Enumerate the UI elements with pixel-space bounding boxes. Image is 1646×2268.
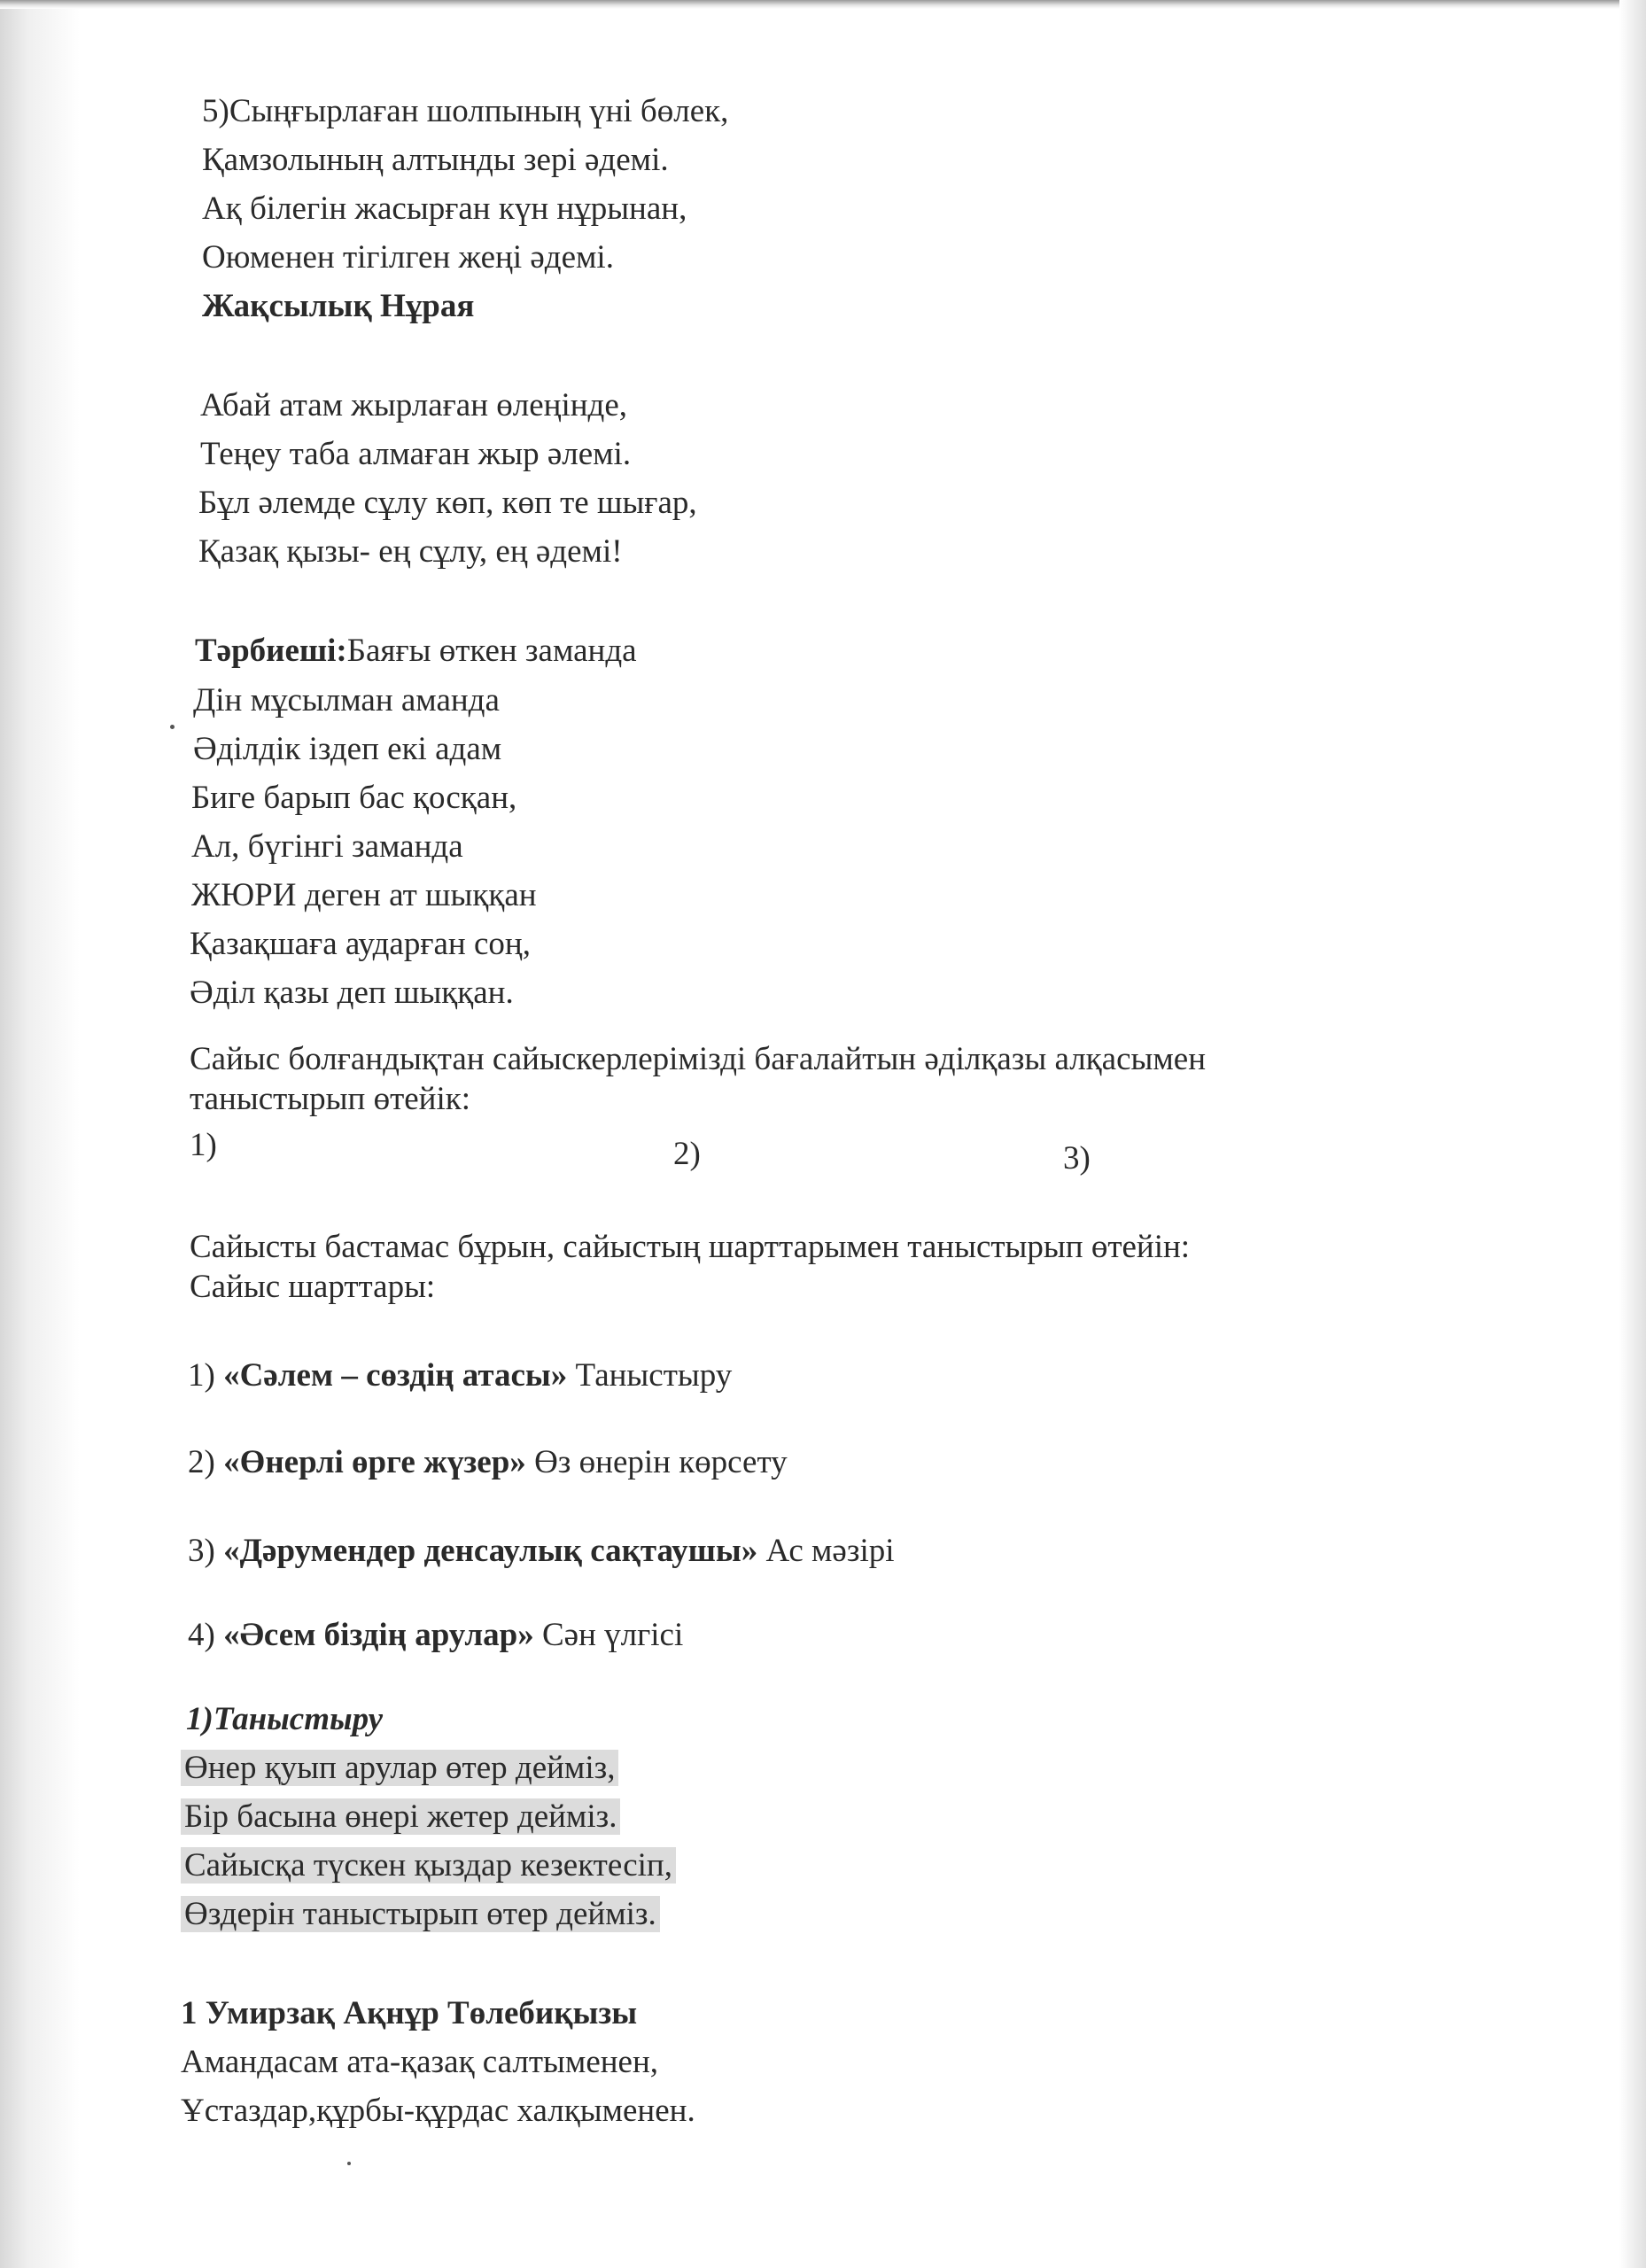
teacher-text: Баяғы өткен заманда (346, 633, 637, 669)
contestant-1-name: 1 Умирзақ Ақнұр Төлебиқызы (181, 1995, 638, 2031)
rule-3-num: 3) (188, 1533, 224, 1569)
rule-4-title: «Әсем біздің арулар» (223, 1617, 534, 1653)
rule-1 (188, 1351, 732, 1401)
teacher-first-line (195, 626, 637, 676)
section-1-line-2-wrap (181, 1792, 620, 1842)
rules-intro-2: Сайыс шарттары: (190, 1269, 436, 1305)
section-1-line-1: Өнер қуып арулар өтер дейміз, (181, 1750, 618, 1786)
rule-3-title: «Дәрумендер денсаулық сақтаушы» (223, 1533, 758, 1569)
teacher-line-1: Дін мұсылман аманда (193, 682, 500, 718)
section-1-line-1-wrap (181, 1744, 618, 1793)
rules-intro-1: Сайысты бастамас бұрын, сайыстың шарттарымен таныстырып өтейін: (190, 1229, 1191, 1265)
section-1-line-3: Сайысқа түскен қыздар кезектесіп, (181, 1847, 676, 1884)
section-1-line-4-wrap (181, 1890, 660, 1939)
abai-line-3: Бұл әлемде сұлу көп, көп те шығар, (198, 485, 697, 521)
rule-2-title: «Өнерлі өрге жүзер» (223, 1444, 526, 1480)
jury-slot-3: 3) (1063, 1140, 1091, 1177)
rule-1-desc: Таныстыру (567, 1357, 733, 1394)
scan-speck (170, 725, 175, 729)
rule-2-desc: Өз өнерін көрсету (525, 1444, 788, 1480)
teacher-line-3: Биге барып бас қосқан, (191, 780, 517, 816)
teacher-line-2: Әділдік іздеп екі адам (193, 731, 502, 767)
rule-4 (188, 1611, 683, 1660)
performer-name: Жақсылық Нұрая (202, 288, 475, 324)
rule-4-num: 4) (188, 1617, 224, 1653)
teacher-line-5: ЖЮРИ деген ат шыққан (191, 877, 537, 913)
rule-1-num: 1) (188, 1357, 224, 1394)
teacher-line-6: Қазақшаға аударған соң, (190, 926, 531, 962)
section-1-line-4: Өздерін таныстырып өтер дейміз. (181, 1896, 660, 1932)
teacher-line-7: Әділ қазы деп шыққан. (190, 975, 514, 1011)
rule-2 (188, 1438, 788, 1487)
jury-slot-1: 1) (190, 1127, 217, 1163)
stanza5-line-4: Оюменен тігілген жеңі әдемі. (202, 239, 614, 276)
rule-4-desc: Сән үлгісі (533, 1617, 684, 1653)
section-1-line-3-wrap (181, 1841, 676, 1891)
stanza5-line-2: Қамзолының алтынды зері әдемі. (202, 142, 669, 178)
stanza5-line-3: Ақ білегін жасырған күн нұрынан, (202, 190, 687, 227)
abai-line-2: Теңеу таба алмаған жыр әлемі. (200, 436, 632, 472)
rule-2-num: 2) (188, 1444, 224, 1480)
teacher-line-9: таныстырып өтейік: (190, 1081, 470, 1117)
teacher-label: Тәрбиеші: (195, 633, 347, 669)
rule-1-title: «Сәлем – сөздің атасы» (223, 1357, 568, 1394)
section-1-line-2: Бір басына өнері жетер дейміз. (181, 1798, 620, 1835)
abai-line-1: Абай атам жырлаған өлеңінде, (200, 387, 628, 423)
abai-line-4: Қазақ қызы- ең сұлу, ең әдемі! (198, 533, 623, 570)
scan-speck (347, 2162, 351, 2165)
rule-3-desc: Ас мәзірі (757, 1533, 895, 1569)
contestant-1-line-2: Ұстаздар,құрбы-құрдас халқыменен. (181, 2093, 695, 2129)
stanza5-line-1: 5)Сыңғырлаған шолпының үні бөлек, (202, 93, 729, 129)
teacher-line-4: Ал, бүгінгі заманда (191, 828, 463, 865)
contestant-1-line-1: Амандасам ата-қазақ салтыменен, (181, 2044, 659, 2080)
jury-slot-2: 2) (673, 1136, 701, 1172)
rule-3 (188, 1526, 895, 1576)
section-1-title: 1)Таныстыру (186, 1701, 384, 1737)
teacher-line-8: Сайыс болғандықтан сайыскерлерімізді бағалайтын әділқазы алқасымен (190, 1041, 1206, 1077)
